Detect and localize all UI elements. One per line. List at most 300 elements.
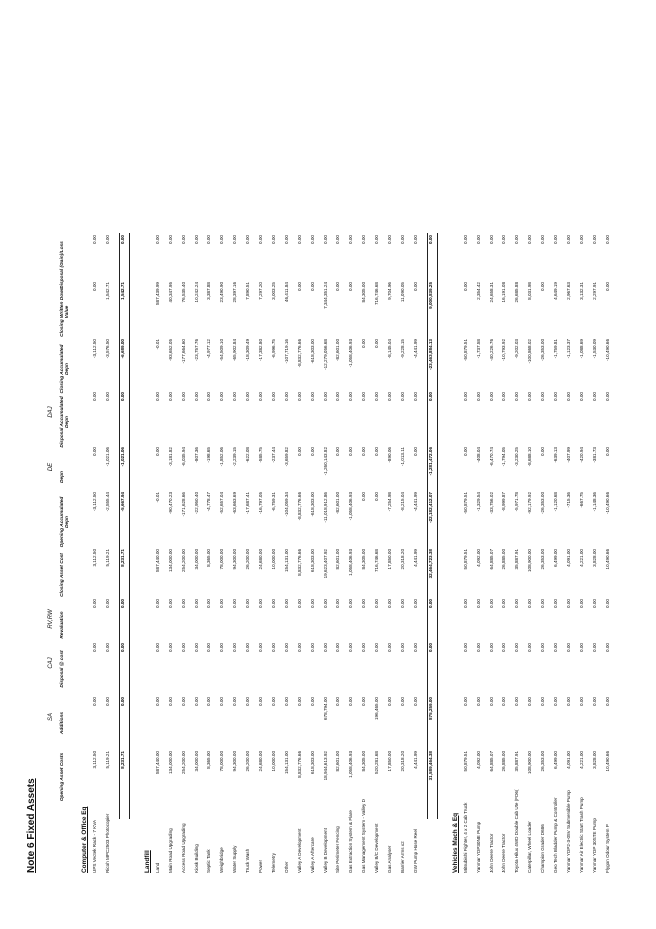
row-label: Access Road Upgrading: [180, 823, 186, 873]
total-value: 8,231.71: [119, 751, 125, 769]
row-label: Truck Wash: [245, 848, 251, 873]
cell-value: 2,354.42: [475, 282, 481, 300]
cell-value: 0.00: [540, 643, 546, 652]
total-value: -1,281,472.06: [427, 447, 433, 476]
row-label: Geo Tech Bladder Pump & Controller: [553, 797, 558, 873]
cell-value: 0.00: [270, 235, 276, 244]
cell-value: 4,092.00: [475, 549, 481, 567]
cell-value: 0.00: [462, 392, 468, 401]
cell-value: 0.00: [232, 643, 238, 652]
cell-value: 0.00: [154, 643, 160, 652]
cell-value: 0.00: [104, 643, 110, 652]
cell-value: -890.06: [387, 447, 392, 463]
cell-value: 0.00: [296, 235, 302, 244]
cell-value: -420.94: [578, 447, 584, 463]
cell-value: -1,088.69: [578, 339, 584, 359]
cell-value: 0.00: [219, 235, 225, 244]
cell-value: 0.00: [206, 697, 212, 706]
cell-value: 0.00: [296, 599, 302, 608]
cell-value: 0.00: [361, 392, 367, 401]
cell-value: 0.00: [387, 599, 392, 608]
cell-value: -8,688.10: [527, 447, 533, 467]
cell-value: 0.00: [553, 643, 558, 652]
cell-value: -90,470.23: [167, 492, 173, 514]
row-label: Gas Management System - Valley D: [361, 799, 367, 873]
cell-value: 0.00: [309, 282, 315, 291]
cell-value: 7,890.51: [245, 282, 251, 300]
cell-value: -63,663.69: [232, 492, 238, 514]
cell-value: 0.00: [412, 282, 418, 291]
column-header: Depn: [60, 471, 65, 483]
cell-value: 0.00: [180, 643, 186, 652]
total-rule-top: [427, 233, 428, 819]
cell-value: 0.00: [387, 392, 392, 401]
cell-value: 0.00: [92, 697, 97, 706]
cell-value: 0.00: [387, 235, 392, 244]
cell-value: 587,439.99: [154, 282, 160, 305]
cell-value: 0.00: [361, 492, 367, 501]
cell-value: 4,221.00: [578, 549, 584, 567]
cell-value: -1,852.06: [219, 447, 225, 467]
cell-value: 26,685.88: [514, 282, 520, 303]
cell-value: 0.00: [361, 697, 367, 706]
cell-value: 0.00: [193, 643, 199, 652]
row-label: Yanmar YDP2-3-05V Submersible Pump: [565, 790, 571, 873]
cell-value: 0.00: [296, 282, 302, 291]
cell-value: 8,365.00: [206, 549, 212, 567]
cell-value: 0.00: [462, 697, 468, 706]
cell-value: 0.00: [193, 392, 199, 401]
cell-value: 0.00: [258, 697, 263, 706]
column-header: Disposal (Gain)/Loss: [60, 241, 65, 289]
cell-value: -12,279,056.68: [322, 339, 328, 370]
cell-value: -18,309.49: [245, 339, 251, 361]
cell-value: 0.00: [309, 447, 315, 456]
cell-value: 0.00: [475, 235, 481, 244]
cell-value: 0.00: [399, 235, 405, 244]
cell-value: 0.00: [412, 235, 418, 244]
cell-value: 7,297.20: [258, 282, 263, 300]
cell-value: 0.00: [180, 235, 186, 244]
total-rule-bottom: [129, 233, 130, 819]
cell-value: 0.00: [219, 392, 225, 401]
cell-value: 50,879.51: [462, 549, 468, 570]
cell-value: 0.00: [412, 697, 418, 706]
cell-value: 0.00: [258, 643, 263, 652]
cell-value: -381.73: [591, 447, 597, 463]
total-value: 0.00: [427, 392, 433, 401]
total-rule-bottom: [437, 233, 438, 819]
total-value: -23,463,884.13: [427, 339, 433, 370]
cell-value: 0.00: [604, 599, 610, 608]
cell-value: -807.36: [193, 447, 199, 463]
cell-value: 0.00: [283, 599, 289, 608]
section-title: Landfill: [143, 850, 151, 873]
cell-value: 26,200.00: [245, 751, 251, 772]
cell-value: 0.00: [501, 599, 507, 608]
cell-value: -3,576.50: [104, 339, 110, 359]
cell-value: -6,759.31: [270, 492, 276, 512]
cell-value: 18,944,613.92: [322, 751, 328, 781]
cell-value: 40,347.95: [167, 282, 173, 303]
cell-value: 26,353.00: [540, 751, 546, 772]
cell-value: 0.00: [180, 599, 186, 608]
total-value: 1,542.71: [119, 282, 125, 300]
section-title: Computer & Office Eq: [81, 806, 88, 873]
cell-value: 0.00: [167, 643, 173, 652]
cell-value: 0.00: [361, 447, 367, 456]
cell-value: 0.00: [309, 643, 315, 652]
cell-value: 0.00: [154, 697, 160, 706]
cell-value: 0.00: [283, 235, 289, 244]
cell-value: 0.00: [488, 599, 494, 608]
cell-value: 0.00: [206, 235, 212, 244]
cell-value: 82,601.00: [335, 549, 341, 570]
cell-value: 26,885.00: [501, 751, 507, 772]
cell-value: 28,397.16: [232, 282, 238, 303]
cell-value: 64,885.07: [488, 751, 494, 772]
cell-value: 0.00: [348, 599, 354, 608]
total-value: 0.00: [119, 235, 125, 244]
cell-value: 0.00: [270, 643, 276, 652]
cell-value: 0.00: [591, 643, 597, 652]
cell-value: 0.00: [374, 599, 380, 608]
cell-value: 0.00: [604, 392, 610, 401]
cell-value: 0.00: [270, 599, 276, 608]
cell-value: -6,470.74: [488, 447, 494, 467]
cell-value: -1,120.68: [553, 492, 558, 512]
cell-value: -1,123.37: [565, 339, 571, 359]
cell-value: 254,200.00: [180, 751, 186, 774]
total-value: 0.00: [119, 697, 125, 706]
cell-value: 26,885.00: [501, 549, 507, 570]
cell-value: 84,305.00: [361, 282, 367, 303]
cell-value: 0.00: [361, 599, 367, 608]
cell-value: 0.00: [553, 599, 558, 608]
cell-value: 82,601.00: [335, 751, 341, 772]
cell-value: -1,530.09: [591, 339, 597, 359]
row-label: Gas Extraction System & Flare: [348, 810, 354, 873]
cell-value: 3,112.50: [92, 751, 97, 769]
cell-value: 0.00: [180, 697, 186, 706]
row-label: Valley B/C Development: [374, 823, 380, 873]
cell-value: -6,996.75: [270, 339, 276, 359]
cell-value: 0.00: [180, 392, 186, 401]
cell-value: -715.36: [565, 492, 571, 508]
cell-value: 0.00: [245, 235, 251, 244]
cell-value: 0.00: [488, 235, 494, 244]
total-value: 0.00: [119, 643, 125, 652]
cell-value: 0.00: [462, 235, 468, 244]
cell-value: -1,329.54: [475, 492, 481, 512]
cell-value: -65,902.84: [232, 339, 238, 361]
cell-value: -177,664.60: [180, 339, 186, 364]
row-label: Power: [258, 859, 263, 873]
cell-value: -1,058,406.93: [348, 339, 354, 368]
cell-value: 678,794.00: [322, 697, 328, 720]
cell-value: -11,018,912.86: [322, 492, 328, 523]
cell-value: 0.00: [374, 235, 380, 244]
cell-value: 108,900.00: [527, 751, 533, 774]
cell-value: 4,091.00: [565, 751, 571, 769]
cell-value: 6,499.00: [553, 549, 558, 567]
cell-value: -3,230.25: [514, 447, 520, 467]
row-label: Barrier Arms x2: [399, 841, 405, 873]
cell-value: 0.00: [578, 235, 584, 244]
row-label: Yanmar Air Electric Start Trash Pump: [578, 797, 584, 873]
cell-value: 4,092.00: [475, 751, 481, 769]
total-value: -22,182,412.07: [427, 492, 433, 523]
cell-value: 0.00: [245, 599, 251, 608]
column-header: Disposal Accumulated Depn: [60, 396, 71, 448]
cell-value: 0.00: [501, 643, 507, 652]
row-label: Yanmar YDP30NE Pump: [475, 821, 481, 873]
cell-value: 0.00: [270, 697, 276, 706]
cell-value: 0.00: [591, 392, 597, 401]
cell-value: -17,687.41: [245, 492, 251, 514]
column-header: Revaluation: [60, 611, 65, 639]
cell-value: 0.00: [104, 235, 110, 244]
cell-value: 0.00: [374, 492, 380, 501]
cell-value: 0.00: [399, 392, 405, 401]
cell-value: 0.00: [206, 643, 212, 652]
cell-value: 9,704.96: [387, 282, 392, 300]
cell-value: 0.00: [309, 599, 315, 608]
cell-value: 0.00: [514, 392, 520, 401]
cell-value: 4,221.00: [578, 751, 584, 769]
cell-value: -9,202.03: [514, 339, 520, 359]
row-label: Water Supply: [232, 845, 238, 873]
row-label: GW Pump Hose Reel: [412, 829, 418, 873]
cell-value: 0.00: [206, 599, 212, 608]
cell-value: 3,132.31: [578, 282, 584, 300]
cell-value: -82,601.00: [335, 492, 341, 514]
total-value: 0.00: [427, 235, 433, 244]
cell-value: 134,000.00: [167, 549, 173, 572]
cell-value: 5,119.21: [104, 751, 110, 769]
cell-value: 0.00: [501, 235, 507, 244]
cell-value: 0.00: [232, 235, 238, 244]
cell-value: 3,003.25: [270, 282, 276, 300]
cell-value: 1,542.71: [104, 282, 110, 300]
cell-value: 24,680.00: [258, 751, 263, 772]
note-title: Note 6 Fixed Assets: [26, 778, 37, 873]
cell-value: 0.00: [92, 392, 97, 401]
cell-value: -26,353.00: [540, 492, 546, 514]
cell-value: 0.00: [154, 599, 160, 608]
total-value: -1,021.06: [119, 447, 125, 467]
cell-value: 0.00: [104, 599, 110, 608]
cell-value: 16,191.08: [501, 282, 507, 303]
cell-value: 0.00: [258, 235, 263, 244]
cell-value: 20,318.20: [399, 549, 405, 570]
cell-value: 0.00: [578, 392, 584, 401]
cell-value: -107,719.16: [283, 339, 289, 364]
row-label: Caterpillar, Wheel Loader: [527, 821, 533, 873]
total-rule-top: [119, 233, 120, 819]
cell-value: 716,746.68: [374, 282, 380, 305]
cell-value: 76,535.40: [180, 282, 186, 303]
cell-value: 520,281.68: [374, 751, 380, 774]
cell-value: 0.00: [322, 643, 328, 652]
cell-value: 0.00: [578, 697, 584, 706]
cell-value: -1,759.81: [553, 339, 558, 359]
cell-value: 0.00: [488, 392, 494, 401]
row-label: Other: [283, 861, 289, 873]
row-label: Land: [154, 862, 160, 873]
cell-value: 0.00: [565, 643, 571, 652]
cell-value: 0.00: [540, 392, 546, 401]
cell-value: 10,242.24: [193, 282, 199, 303]
cell-value: 0.00: [475, 643, 481, 652]
cell-value: 0.00: [527, 697, 533, 706]
cell-value: 0.00: [348, 697, 354, 706]
total-value: 875,259.00: [427, 697, 433, 720]
cell-value: -23,757.76: [193, 339, 199, 361]
cell-value: -618,303.00: [309, 492, 315, 517]
cell-value: 0.00: [604, 282, 610, 291]
cell-value: 0.00: [167, 697, 173, 706]
cell-value: 0.00: [412, 447, 418, 456]
cell-value: -408.04: [475, 447, 481, 463]
cell-value: 0.00: [540, 282, 546, 291]
cell-value: 0.00: [335, 392, 341, 401]
cell-value: 0.00: [462, 599, 468, 608]
group-header: CAJ: [48, 657, 54, 669]
cell-value: 0.00: [335, 282, 341, 291]
cell-value: 0.00: [92, 643, 97, 652]
column-header: Additions: [60, 711, 65, 735]
cell-value: -1,260,143.82: [322, 447, 328, 476]
cell-value: 0.00: [514, 643, 520, 652]
cell-value: -6,035.94: [180, 447, 186, 467]
cell-value: 0.00: [245, 643, 251, 652]
cell-value: 0.00: [193, 235, 199, 244]
cell-value: 0.00: [475, 599, 481, 608]
cell-value: 0.00: [348, 447, 354, 456]
cell-value: 0.00: [361, 643, 367, 652]
cell-value: 11,090.05: [399, 282, 405, 303]
cell-value: -639.13: [553, 447, 558, 463]
cell-value: -8,832,776.66: [296, 492, 302, 521]
row-label: Valley A Development: [296, 828, 302, 873]
cell-value: -1,013.11: [399, 447, 405, 467]
cell-value: -50,879.51: [462, 492, 468, 514]
cell-value: 0.00: [475, 697, 481, 706]
cell-value: -667.75: [578, 492, 584, 508]
cell-value: -2,555.44: [104, 492, 110, 512]
cell-value: 35,887.91: [514, 549, 520, 570]
cell-value: -104,059.34: [283, 492, 289, 517]
group-header: SA: [48, 713, 54, 722]
cell-value: 0.00: [412, 643, 418, 652]
cell-value: 3,387.88: [206, 282, 212, 300]
cell-value: 0.00: [245, 392, 251, 401]
cell-value: 3,112.50: [92, 549, 97, 567]
cell-value: 618,303.00: [309, 549, 315, 572]
cell-value: 0.00: [309, 392, 315, 401]
row-label: Valley A Aftercare: [309, 837, 315, 873]
total-value: 32,464,723.38: [427, 549, 433, 579]
row-label: Weighbridge: [219, 847, 225, 873]
cell-value: 0.00: [399, 643, 405, 652]
cell-value: 0.00: [565, 392, 571, 401]
cell-value: 34,000.00: [193, 751, 199, 772]
cell-value: 0.00: [488, 643, 494, 652]
cell-value: 0.00: [374, 643, 380, 652]
cell-value: 0.00: [154, 235, 160, 244]
cell-value: 0.00: [553, 235, 558, 244]
cell-value: 0.00: [399, 599, 405, 608]
cell-value: 4,091.00: [565, 549, 571, 567]
cell-value: 0.00: [92, 599, 97, 608]
cell-value: 0.00: [361, 235, 367, 244]
column-header: Closing Written Down Value: [60, 287, 71, 337]
cell-value: 0.00: [565, 697, 571, 706]
cell-value: 587,440.00: [154, 751, 160, 774]
cell-value: 0.00: [92, 235, 97, 244]
cell-value: 716,746.68: [374, 549, 380, 572]
cell-value: -4,778.47: [206, 492, 212, 512]
cell-value: -237.44: [270, 447, 276, 463]
cell-value: 0.00: [219, 643, 225, 652]
total-value: 0.00: [119, 599, 125, 608]
cell-value: 7,344,351.24: [322, 282, 328, 309]
cell-value: 10,000.00: [270, 549, 276, 570]
cell-value: -52,657.04: [219, 492, 225, 514]
cell-value: 0.00: [348, 392, 354, 401]
column-header: Disposal @ cost: [60, 650, 65, 688]
total-value: 8,231.71: [119, 549, 125, 567]
row-label: John Deere Tractor: [501, 833, 507, 873]
cell-value: 26,200.00: [245, 549, 251, 570]
cell-value: -8,832,776.66: [296, 339, 302, 368]
total-value: 9,000,839.25: [427, 282, 433, 309]
cell-value: 8,365.00: [206, 751, 212, 769]
cell-value: 0.00: [540, 697, 546, 706]
cell-value: 0.00: [540, 235, 546, 244]
cell-value: -1,058,406.93: [348, 492, 354, 521]
cell-value: 0.00: [591, 697, 597, 706]
cell-value: 8,031.98: [527, 282, 533, 300]
cell-value: -171,628.66: [180, 492, 186, 517]
cell-value: -100,868.02: [527, 339, 533, 364]
cell-value: 46,411.84: [283, 282, 289, 303]
cell-value: 24,658.31: [488, 282, 494, 303]
cell-value: 0.00: [553, 697, 558, 706]
cell-value: -16,797.05: [258, 492, 263, 514]
cell-value: -1,021.06: [104, 447, 110, 467]
total-value: -5,667.94: [119, 492, 125, 512]
cell-value: 0.00: [514, 697, 520, 706]
cell-value: 587,440.00: [154, 549, 160, 572]
cell-value: 23,490.90: [219, 282, 225, 303]
cell-value: -3,112.50: [92, 339, 97, 359]
row-label: Kiosk Building: [193, 844, 199, 873]
cell-value: 0.00: [296, 447, 302, 456]
cell-value: 0.00: [462, 447, 468, 456]
cell-value: -54,509.10: [219, 339, 225, 361]
cell-value: -8,145.04: [387, 339, 392, 359]
cell-value: 196,465.00: [374, 697, 380, 720]
cell-value: 84,305.00: [361, 751, 367, 772]
cell-value: 20,318.20: [399, 751, 405, 772]
section-title: Vehicles Mach & Eq: [451, 812, 459, 873]
cell-value: 0.00: [283, 643, 289, 652]
cell-value: -82,601.00: [335, 339, 341, 361]
cell-value: 50,879.51: [462, 751, 468, 772]
cell-value: -0.01: [154, 492, 160, 503]
